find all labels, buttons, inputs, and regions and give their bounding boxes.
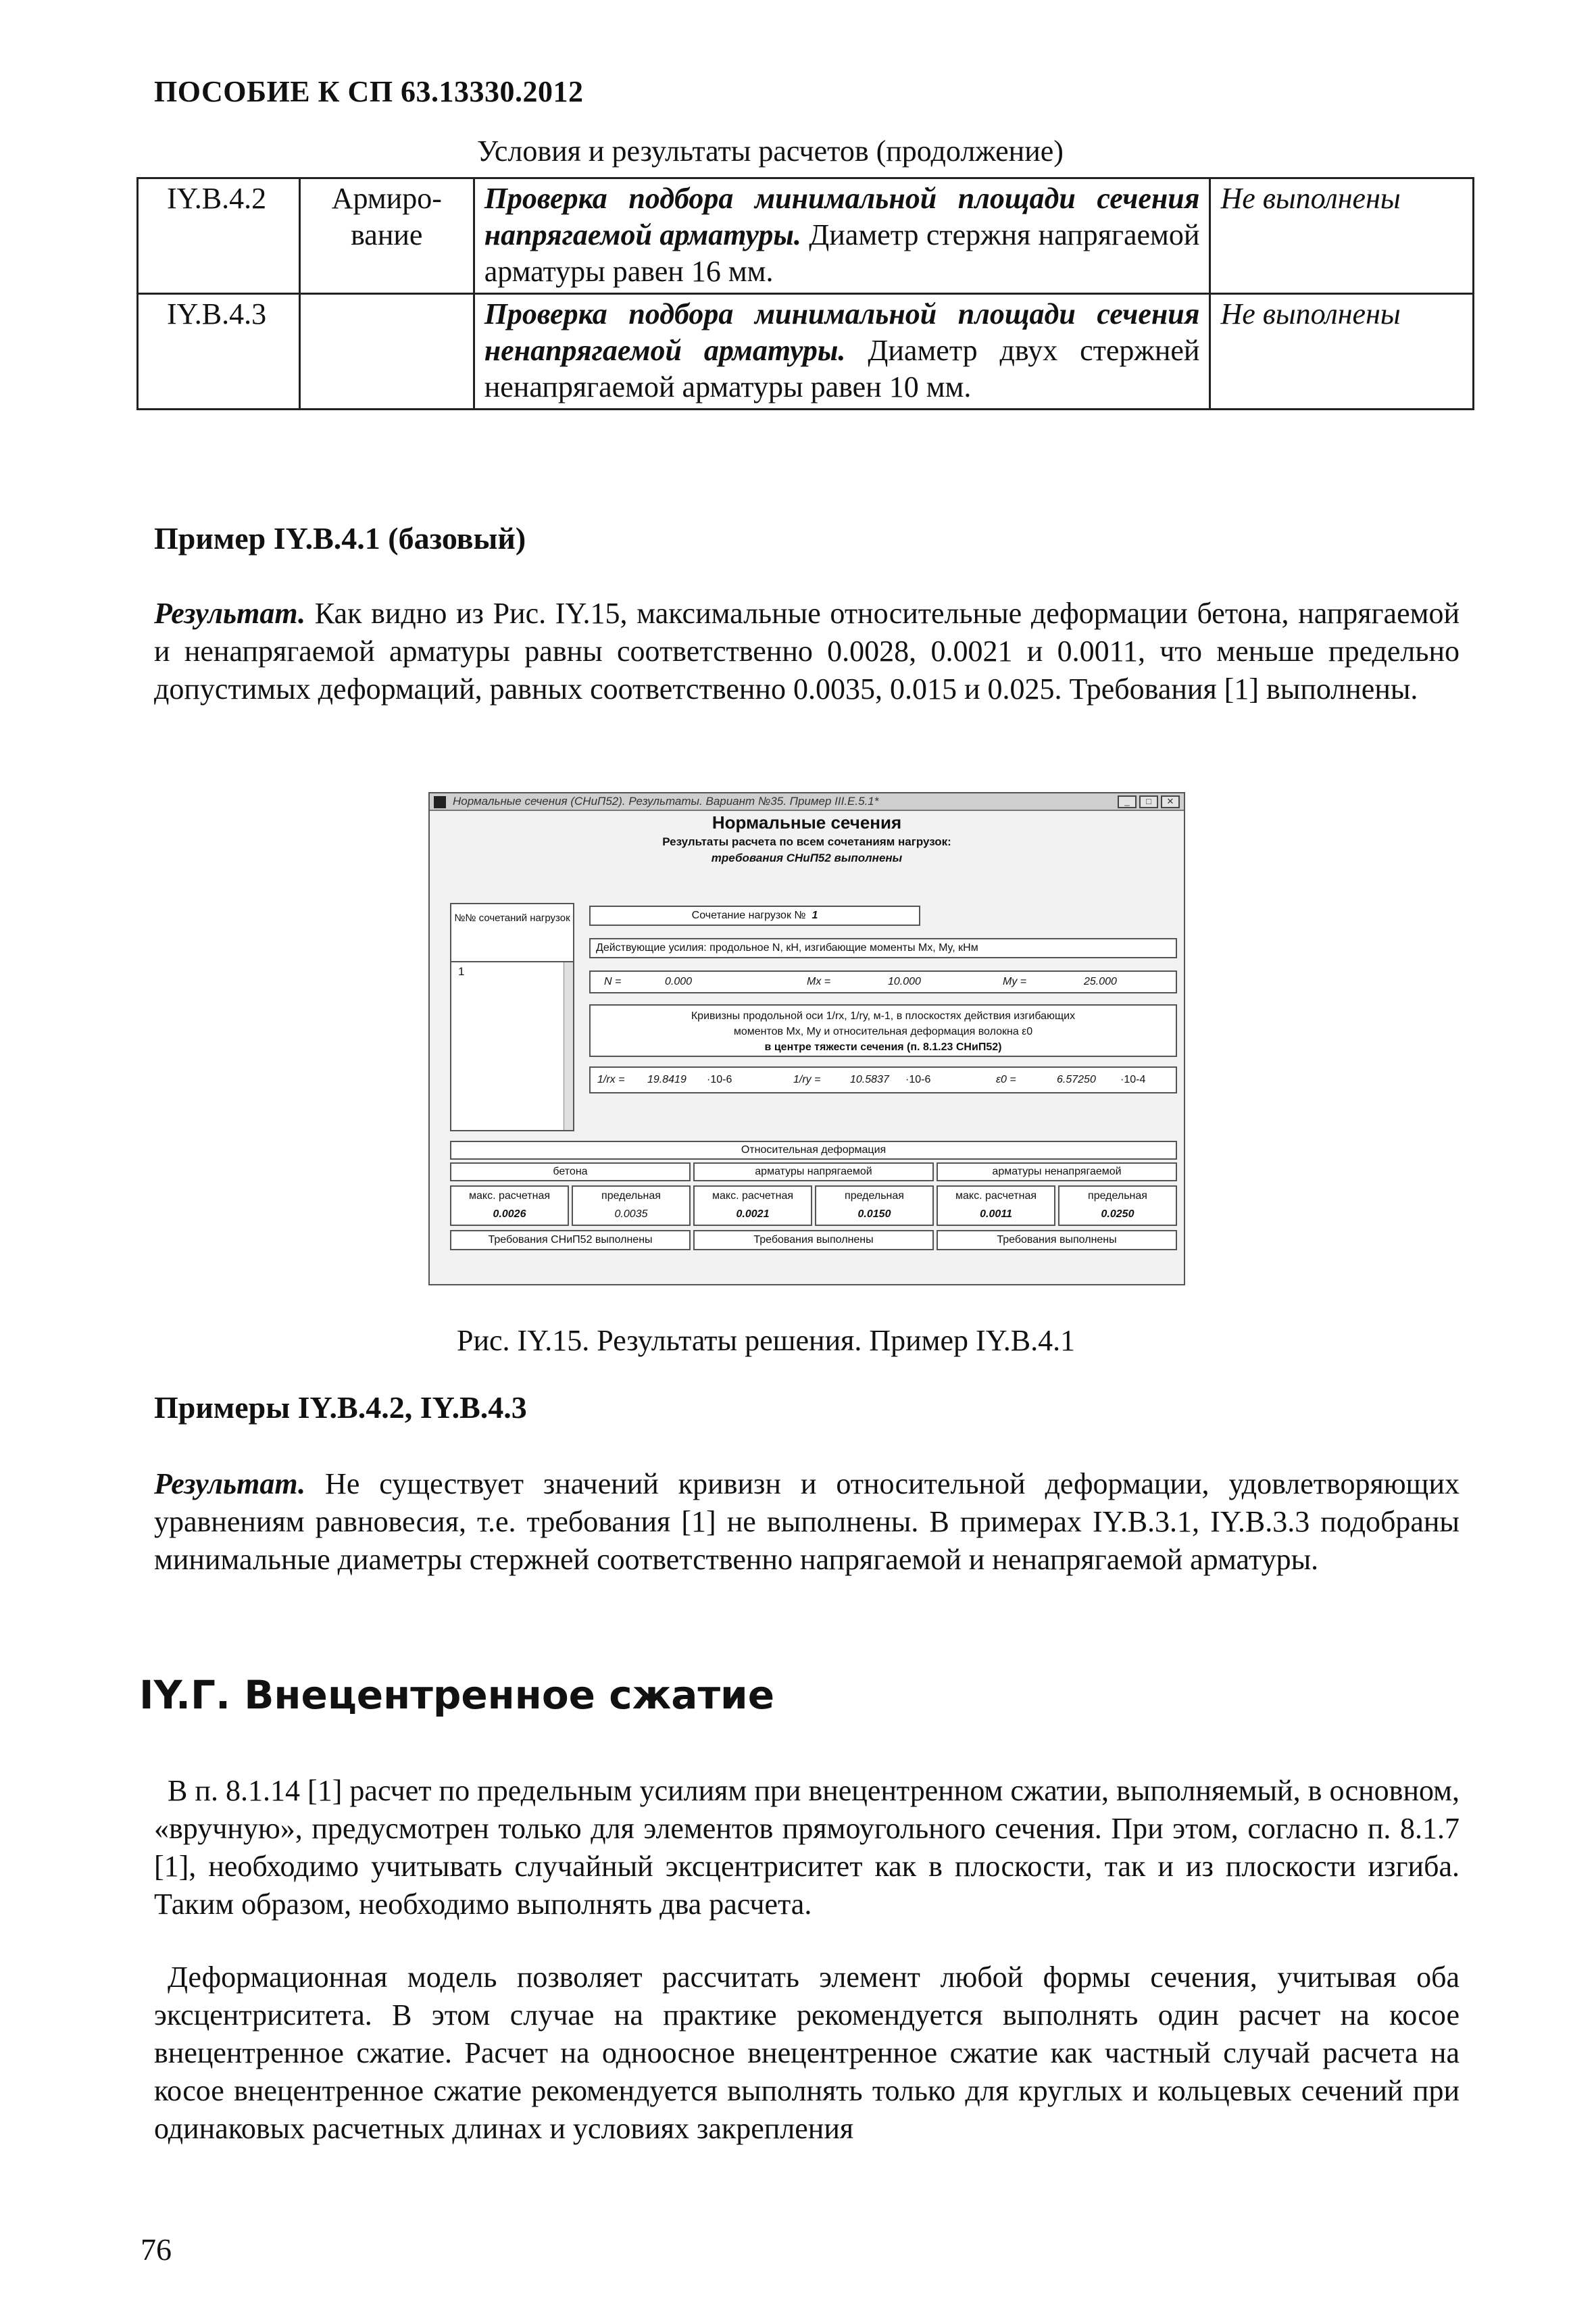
combo-value: 1 <box>812 910 818 921</box>
curvature-line-1: Кривизны продольной оси 1/rx, 1/ry, м-1, в плоскостях действия изгибающих <box>691 1010 1076 1022</box>
result-lead: Результат. <box>154 597 306 630</box>
n-value: 0.000 <box>665 976 693 987</box>
section-heading: IY.Г. Внецентренное сжатие <box>139 1672 775 1718</box>
prestressed-limit-value: 0.0150 <box>857 1208 891 1220</box>
prestressed-limit-cell <box>815 1185 934 1226</box>
concrete-requirement: Требования СНиП52 выполнены <box>450 1230 691 1250</box>
concrete-max-value: 0.0026 <box>493 1208 526 1220</box>
nonprestressed-max-value: 0.0011 <box>980 1208 1012 1220</box>
example-heading: Пример IY.B.4.1 (базовый) <box>154 521 526 556</box>
list-header: №№ сочетаний нагрузок <box>451 904 573 962</box>
close-button[interactable]: ✕ <box>1161 795 1180 808</box>
row-id: IY.B.4.2 <box>138 178 300 294</box>
curvature-description <box>589 1004 1177 1057</box>
example-heading: Примеры IY.B.4.2, IY.B.4.3 <box>154 1390 527 1425</box>
window-controls <box>1118 795 1180 808</box>
check-rest: Диаметр стержня напрягаемой арматуры равен 16 мм. <box>484 218 1200 288</box>
rx-exp: ·10-6 <box>707 1074 732 1085</box>
forces-values <box>589 970 1177 993</box>
ry-exp: ·10-6 <box>905 1074 931 1085</box>
my-value: 25.000 <box>1084 976 1117 987</box>
max-calc-label: макс. расчетная <box>955 1190 1037 1202</box>
results-window-figure <box>428 792 1185 1285</box>
curvature-values <box>589 1066 1177 1093</box>
combo-label: Сочетание нагрузок № <box>691 910 806 921</box>
e0-label: ε0 = <box>996 1074 1016 1085</box>
forces-label: Действующие усилия: продольное N, кН, изгибающие моменты Mx, My, кНм <box>589 938 1177 958</box>
conditions-table <box>136 177 1474 410</box>
result-paragraph <box>154 1465 1460 1579</box>
running-head: ПОСОБИЕ К СП 63.13330.2012 <box>154 75 584 108</box>
app-icon <box>434 796 446 808</box>
result-lead: Результат. <box>154 1467 306 1500</box>
mx-label: Mx = <box>807 976 831 987</box>
prestressed-header: арматуры напрягаемой <box>693 1162 934 1181</box>
check-bold: Проверка подбора минимальной площади сечения напрягаемой арматуры. <box>484 182 1200 251</box>
combo-box <box>589 906 920 926</box>
concrete-max-cell <box>450 1185 569 1226</box>
prestressed-max-cell <box>693 1185 812 1226</box>
max-calc-label: макс. расчетная <box>468 1190 550 1202</box>
e0-value: 6.57250 <box>1057 1074 1096 1085</box>
list-scrollbar[interactable] <box>564 962 573 1130</box>
concrete-limit-cell <box>572 1185 691 1226</box>
table-caption: Условия и результаты расчетов (продолжение) <box>477 134 1064 168</box>
row-result: Не выполнены <box>1210 178 1474 294</box>
figure-subtitle: Результаты расчета по всем сочетаниям нагрузок: <box>662 835 951 848</box>
figure-title: Нормальные сечения <box>712 812 902 833</box>
rx-value: 19.8419 <box>647 1074 687 1085</box>
my-label: My = <box>1003 976 1027 987</box>
result-text: Не существует значений кривизн и относительной деформации, удовлетворяющих уравнениям равновесия, т.е. требования [1] не выполнены. В примерах IY.B.3.1, IY.B.3.3 подобраны минимальные диаметры стержней соответственно напрягаемой и ненапрягаемой арматуры. <box>154 1467 1460 1576</box>
nonprestressed-limit-cell <box>1058 1185 1177 1226</box>
row-check <box>474 294 1210 410</box>
n-label: N = <box>604 976 622 987</box>
table-row <box>138 294 1474 410</box>
concrete-limit-value: 0.0035 <box>614 1208 648 1220</box>
row-group: Армиро- вание <box>299 178 474 294</box>
max-calc-label: макс. расчетная <box>712 1190 793 1202</box>
nonprestressed-limit-value: 0.0250 <box>1101 1208 1134 1220</box>
prestressed-requirement: Требования выполнены <box>693 1230 934 1250</box>
check-bold: Проверка подбора минимальной площади сечения ненапрягаемой арматуры. <box>484 297 1200 367</box>
result-paragraph <box>154 595 1460 708</box>
curvature-line-2: моментов Mx, My и относительная деформация волокна ε0 <box>733 1026 1033 1037</box>
limit-label: предельная <box>601 1190 661 1202</box>
figure-status: требования СНиП52 выполнены <box>711 852 903 864</box>
check-rest: Диаметр двух стержней ненапрягаемой арматуры равен 10 мм. <box>484 334 1200 403</box>
list-item[interactable]: 1 <box>458 965 465 978</box>
window-titlebar <box>430 793 1184 811</box>
table-row <box>138 178 1474 294</box>
nonprestressed-max-cell <box>937 1185 1055 1226</box>
window-title: Нормальные сечения (СНиП52). Результаты. Вариант №35. Пример III.E.5.1* <box>453 795 879 808</box>
e0-exp: ·10-4 <box>1120 1074 1146 1085</box>
concrete-header: бетона <box>450 1162 691 1181</box>
minimize-button[interactable]: _ <box>1118 795 1137 808</box>
rx-label: 1/rx = <box>597 1074 625 1085</box>
figure-caption: Рис. IY.15. Результаты решения. Пример IY.B.4.1 <box>457 1324 1076 1357</box>
nonprestressed-requirement: Требования выполнены <box>937 1230 1177 1250</box>
row-result: Не выполнены <box>1210 294 1474 410</box>
mx-value: 10.000 <box>888 976 921 987</box>
limit-label: предельная <box>1088 1190 1147 1202</box>
page-number: 76 <box>141 2232 172 2267</box>
limit-label: предельная <box>845 1190 904 1202</box>
row-check <box>474 178 1210 294</box>
curvature-line-3: в центре тяжести сечения (п. 8.1.23 СНиП52) <box>764 1041 1002 1053</box>
result-text: Как видно из Рис. IY.15, максимальные относительные деформации бетона, напрягаемой и ненапрягаемой арматуры равны соответственно 0.0028, 0.0021 и 0.0011, что меньше предельно допустимых деформаций, равных соответственно 0.0035, 0.015 и 0.025. Требования [1] выполнены. <box>154 597 1460 706</box>
body-paragraph: В п. 8.1.14 [1] расчет по предельным усилиям при внецентренном сжатии, выполняемый, в основном, «вручную», предусмотрен только для элементов прямоугольного сечения. При этом, согласно п. 8.1.7 [1], необходимо учитывать случайный эксцентриситет как в плоскости, так и из плоскости изгиба. Таким образом, необходимо выполнять два расчета. <box>154 1774 1460 1921</box>
row-id: IY.B.4.3 <box>138 294 300 410</box>
row-group <box>299 294 474 410</box>
body-paragraph: Деформационная модель позволяет рассчитать элемент любой формы сечения, учитывая оба эксцентриситета. В этом случае на практике рекомендуется выполнять один расчет на косое внецентренное сжатие. Расчет на одноосное внецентренное сжатие как частный случай расчета на косое внецентренное сжатие рекомендуется выполнять только для круглых и кольцевых сечений при одинаковых расчетных длинах и условиях закрепления <box>154 1961 1460 2145</box>
combinations-list[interactable] <box>450 903 574 1131</box>
prestressed-max-value: 0.0021 <box>736 1208 770 1220</box>
maximize-button[interactable]: □ <box>1139 795 1158 808</box>
ry-value: 10.5837 <box>850 1074 889 1085</box>
nonprestressed-header: арматуры ненапрягаемой <box>937 1162 1177 1181</box>
ry-label: 1/ry = <box>793 1074 821 1085</box>
rel-deformation-header: Относительная деформация <box>450 1141 1177 1160</box>
